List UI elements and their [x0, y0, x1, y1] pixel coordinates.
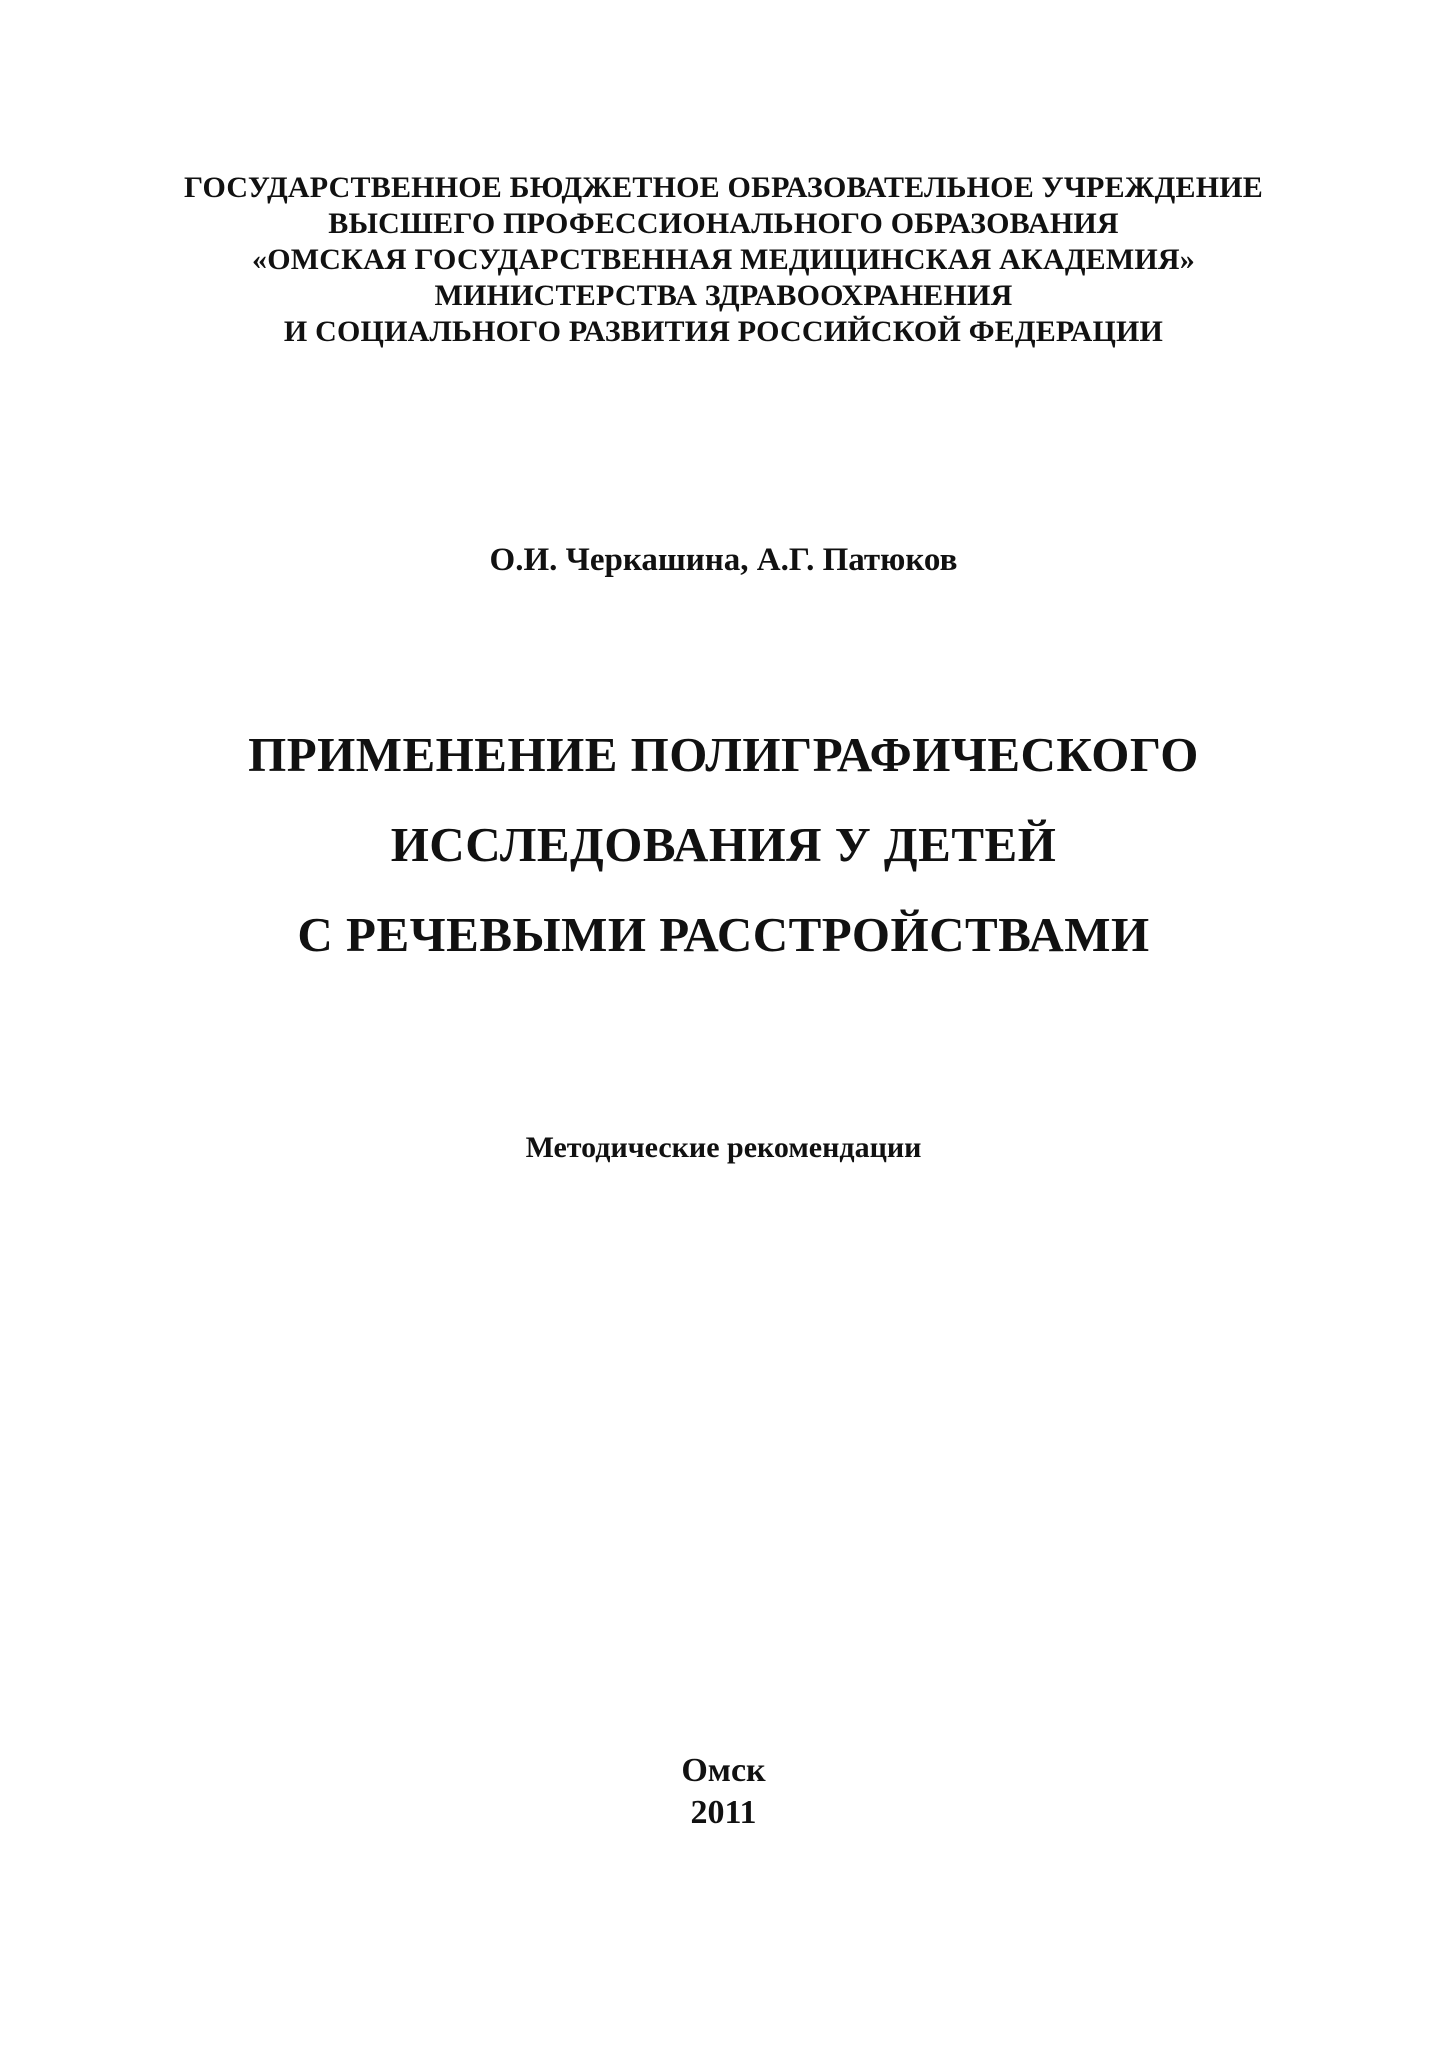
institution-line: «ОМСКАЯ ГОСУДАРСТВЕННАЯ МЕДИЦИНСКАЯ АКАДЕМИЯ»: [252, 243, 1195, 276]
imprint: [0, 1750, 1447, 1834]
institution-line: ВЫСШЕГО ПРОФЕССИОНАЛЬНОГО ОБРАЗОВАНИЯ: [328, 207, 1119, 240]
institution-line: И СОЦИАЛЬНОГО РАЗВИТИЯ РОССИЙСКОЙ ФЕДЕРАЦИИ: [283, 315, 1164, 348]
institution-line: МИНИСТЕРСТВА ЗДРАВООХРАНЕНИЯ: [434, 279, 1013, 312]
institution-line: ГОСУДАРСТВЕННОЕ БЮДЖЕТНОЕ ОБРАЗОВАТЕЛЬНОЕ УЧРЕЖДЕНИЕ: [183, 171, 1263, 204]
title-line: ПРИМЕНЕНИЕ ПОЛИГРАФИЧЕСКОГО: [248, 727, 1199, 782]
imprint-year: 2011: [690, 1794, 757, 1831]
title-line: ИССЛЕДОВАНИЯ У ДЕТЕЙ: [390, 817, 1057, 872]
authors: О.И. Черкашина, А.Г. Патюков: [489, 542, 958, 578]
imprint-city: Омск: [681, 1752, 766, 1789]
title-line: С РЕЧЕВЫМИ РАССТРОЙСТВАМИ: [297, 907, 1150, 962]
document-subtitle: Методические рекомендации: [525, 1131, 922, 1164]
institution-header: [0, 170, 1447, 350]
document-title: [0, 710, 1447, 980]
